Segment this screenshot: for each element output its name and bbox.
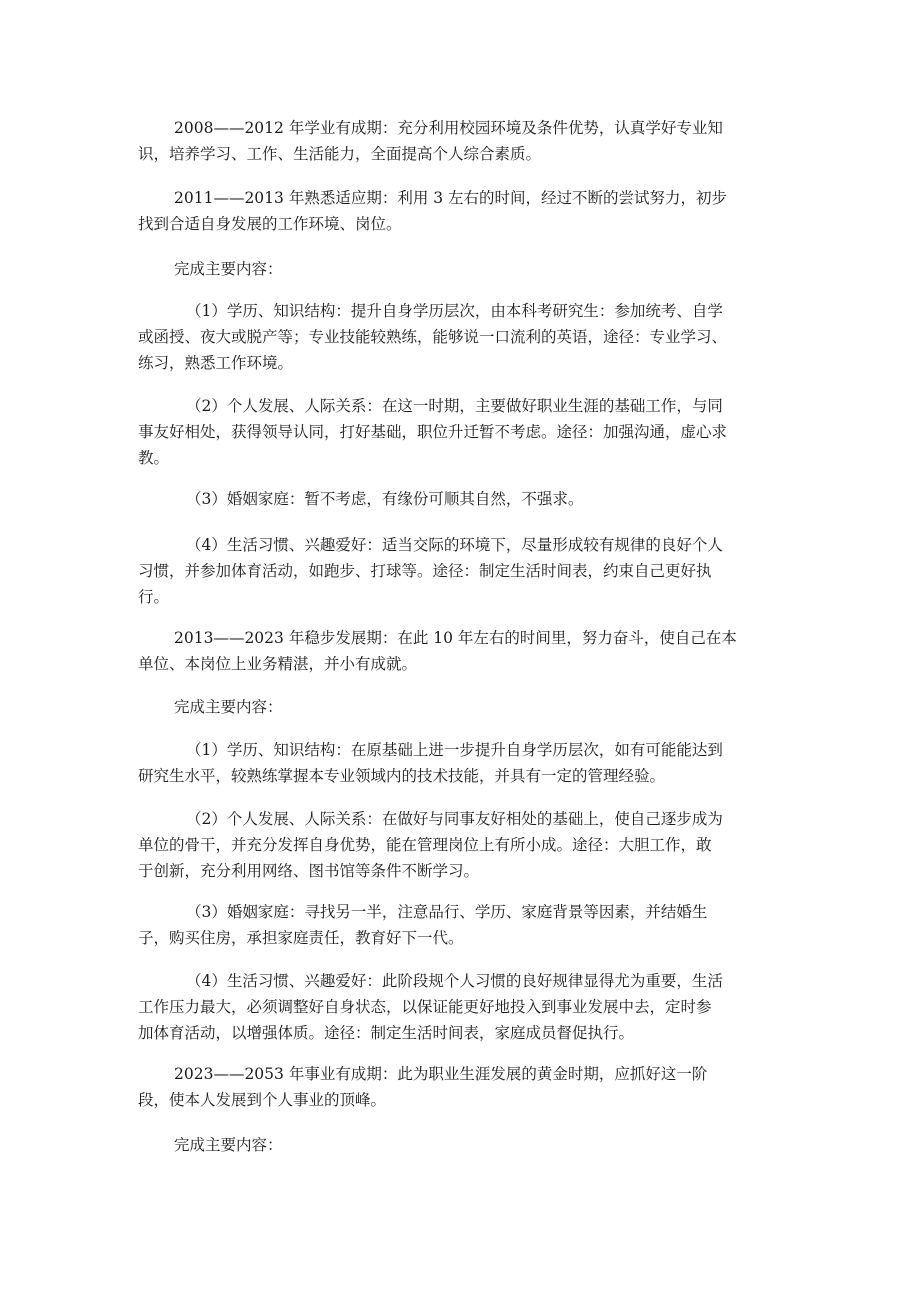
paragraph-main-content-heading bbox=[138, 694, 283, 720]
paragraph-living-habits bbox=[138, 968, 723, 1046]
paragraph-line: 完成主要内容： bbox=[174, 1136, 283, 1154]
paragraph-education-structure bbox=[138, 298, 727, 376]
paragraph-line: 教。 bbox=[138, 449, 170, 467]
paragraph-line: 加体育活动，以增强体质。途径：制定生活时间表，家庭成员督促执行。 bbox=[138, 1024, 635, 1042]
paragraph-line: 于创新，充分利用网络、图书馆等条件不断学习。 bbox=[138, 862, 480, 880]
paragraph-marriage-family bbox=[138, 486, 583, 512]
paragraph-line: 行。 bbox=[138, 588, 170, 606]
paragraph-line: 习惯，并参加体育活动，如跑步、打球等。途径：制定生活时间表，约束自己更好执 bbox=[138, 562, 712, 580]
paragraph-line: （1）学历、知识结构：在原基础上进一步提升自身学历层次，如有可能能达到 bbox=[186, 741, 723, 759]
paragraph-line: 2011——2013 年熟悉适应期：利用 3 左右的时间，经过不断的尝试努力，初步 bbox=[174, 189, 728, 207]
paragraph-line: 或函授、夜大或脱产等；专业技能较熟练，能够说一口流利的英语，途径：专业学习、 bbox=[138, 328, 728, 346]
paragraph-personal-development bbox=[138, 393, 727, 471]
paragraph-line: 段，使本人发展到个人事业的顶峰。 bbox=[138, 1091, 387, 1109]
paragraph-2013-2023-phase bbox=[138, 625, 737, 677]
paragraph-line: 2008——2012 年学业有成期：充分利用校园环境及条件优势，认真学好专业知 bbox=[174, 119, 723, 137]
paragraph-marriage-family bbox=[138, 899, 707, 951]
paragraph-line: （3）婚姻家庭：寻找另一半，注意品行、学历、家庭背景等因素，并结婚生 bbox=[186, 903, 708, 921]
paragraph-line: （1）学历、知识结构：提升自身学历层次，由本科考研究生：参加统考、自学 bbox=[186, 302, 723, 320]
paragraph-main-content-heading bbox=[138, 256, 283, 282]
paragraph-line: 单位、本岗位上业务精湛，并小有成就。 bbox=[138, 655, 418, 673]
paragraph-line: 子，购买住房，承担家庭责任，教育好下一代。 bbox=[138, 929, 464, 947]
paragraph-line: （4）生活习惯、兴趣爱好：适当交际的环境下，尽量形成较有规律的良好个人 bbox=[186, 536, 723, 554]
paragraph-line: （2）个人发展、人际关系：在这一时期，主要做好职业生涯的基础工作，与同 bbox=[186, 397, 723, 415]
paragraph-personal-development bbox=[138, 806, 723, 884]
paragraph-main-content-heading bbox=[138, 1132, 283, 1158]
paragraph-line: 完成主要内容： bbox=[174, 260, 283, 278]
paragraph-2023-2053-phase bbox=[138, 1061, 707, 1113]
paragraph-line: 识，培养学习、工作、生活能力，全面提高个人综合素质。 bbox=[138, 145, 542, 163]
paragraph-2011-2013-phase bbox=[138, 185, 727, 237]
paragraph-line: 2013——2023 年稳步发展期：在此 10 年左右的时间里，努力奋斗，使自己在本 bbox=[174, 629, 737, 647]
paragraph-line: 研究生水平，较熟练掌握本专业领域内的技术技能，并具有一定的管理经验。 bbox=[138, 767, 666, 785]
paragraph-line: （3）婚姻家庭：暂不考虑，有缘份可顺其自然，不强求。 bbox=[186, 490, 584, 508]
paragraph-line: （4）生活习惯、兴趣爱好：此阶段规个人习惯的良好规律显得尤为重要，生活 bbox=[186, 972, 723, 990]
paragraph-2008-2012-phase bbox=[138, 115, 723, 167]
paragraph-line: 完成主要内容： bbox=[174, 698, 283, 716]
paragraph-line: 练习，熟悉工作环境。 bbox=[138, 354, 294, 372]
paragraph-line: 单位的骨干，并充分发挥自身优势，能在管理岗位上有所小成。途径：大胆工作，敢 bbox=[138, 836, 712, 854]
paragraph-line: 2023——2053 年事业有成期：此为职业生涯发展的黄金时期，应抓好这一阶 bbox=[174, 1065, 708, 1083]
paragraph-line: （2）个人发展、人际关系：在做好与同事友好相处的基础上，使自己逐步成为 bbox=[186, 810, 723, 828]
paragraph-line: 事友好相处，获得领导认同，打好基础，职位升迁暂不考虑。途径：加强沟通，虚心求 bbox=[138, 423, 728, 441]
paragraph-line: 找到合适自身发展的工作环境、岗位。 bbox=[138, 215, 402, 233]
paragraph-living-habits bbox=[138, 532, 723, 610]
paragraph-line: 工作压力最大，必须调整好自身状态，以保证能更好地投入到事业发展中去，定时参 bbox=[138, 998, 712, 1016]
paragraph-education-structure bbox=[138, 737, 723, 789]
